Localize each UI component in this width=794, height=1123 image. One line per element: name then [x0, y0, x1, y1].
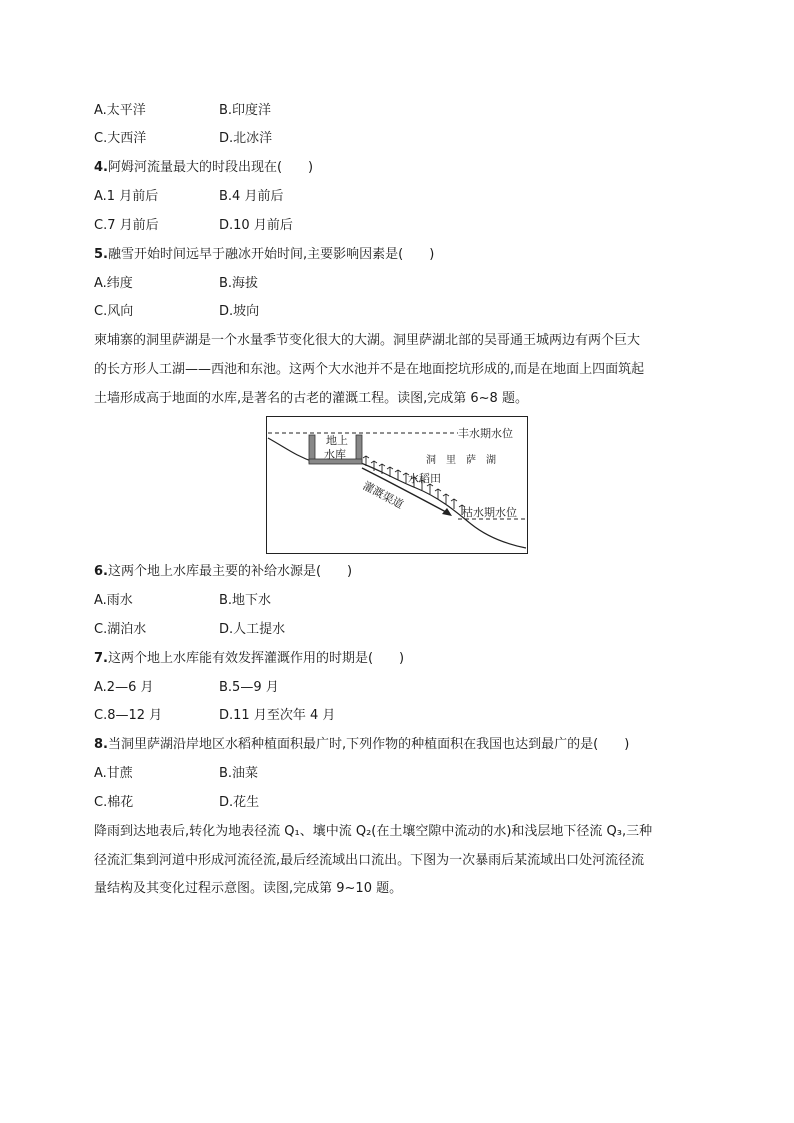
q3-option-a: A.太平洋 — [94, 103, 146, 118]
q3-option-c: C.大西洋 — [94, 131, 147, 146]
canal-label: 灌溉渠道 — [360, 479, 406, 512]
q6-option-b: B.地下水 — [219, 593, 272, 608]
passage2-line-1: 降雨到达地表后,转化为地表径流 Q₁、壤中流 Q₂(在土壤空隙中流动的水)和浅层地下径流 Q₃,三种 — [94, 824, 653, 839]
passage1-line-3: 土墙形成高于地面的水库,是著名的古老的灌溉工程。读图,完成第 6~8 题。 — [94, 391, 528, 406]
lake-label: 洞 里 萨 湖 — [426, 455, 496, 466]
q4-stem — [94, 160, 313, 176]
q8-stem — [94, 737, 629, 753]
q4-text: 阿姆河流量最大的时段出现在( ) — [107, 160, 314, 175]
q8-option-c: C.棉花 — [94, 795, 134, 810]
q4-option-c: C.7 月前后 — [94, 218, 159, 233]
reservoir-diagram — [266, 416, 528, 554]
reservoir-label-2: 水库 — [324, 448, 346, 461]
q7-option-a: A.2—6 月 — [94, 680, 154, 695]
q7-option-c: C.8—12 月 — [94, 708, 163, 723]
q4-number: 4. — [94, 160, 108, 175]
q5-option-d: D.坡向 — [219, 304, 260, 319]
q7-stem — [94, 651, 404, 667]
q6-stem — [94, 564, 352, 580]
q5-number: 5. — [94, 247, 108, 262]
q4-option-d: D.10 月前后 — [219, 218, 293, 233]
low-water-label: 枯水期水位 — [462, 506, 517, 519]
high-water-label: 丰水期水位 — [458, 427, 513, 440]
passage2-line-3: 量结构及其变化过程示意图。读图,完成第 9~10 题。 — [94, 881, 403, 896]
q6-option-a: A.雨水 — [94, 593, 133, 608]
q6-number: 6. — [94, 564, 108, 579]
q7-option-d: D.11 月至次年 4 月 — [219, 708, 336, 723]
q8-option-b: B.油菜 — [219, 766, 259, 781]
passage1-line-1: 柬埔寨的洞里萨湖是一个水量季节变化很大的大湖。洞里萨湖北部的吴哥通王城两边有两个巨大 — [94, 333, 641, 348]
q6-option-c: C.湖泊水 — [94, 622, 147, 637]
q7-option-b: B.5—9 月 — [219, 680, 279, 695]
q6-option-d: D.人工提水 — [219, 622, 286, 637]
passage1-line-2: 的长方形人工湖——西池和东池。这两个大水池并不是在地面挖坑形成的,而是在地面上四面筑起 — [94, 362, 645, 377]
q5-text: 融雪开始时间远早于融冰开始时间,主要影响因素是( ) — [107, 247, 435, 262]
q5-stem — [94, 247, 434, 263]
passage2-line-2: 径流汇集到河道中形成河流径流,最后经流域出口流出。下图为一次暴雨后某流域出口处河流径流 — [94, 853, 645, 868]
q6-text: 这两个地上水库最主要的补给水源是( ) — [107, 564, 353, 579]
q5-option-a: A.纬度 — [94, 276, 133, 291]
reservoir-label-1: 地上 — [326, 434, 348, 447]
q8-number: 8. — [94, 737, 108, 752]
q8-option-d: D.花生 — [219, 795, 260, 810]
q7-text: 这两个地上水库能有效发挥灌溉作用的时期是( ) — [107, 651, 405, 666]
q4-option-b: B.4 月前后 — [219, 189, 284, 204]
q4-option-a: A.1 月前后 — [94, 189, 159, 204]
q5-option-b: B.海拔 — [219, 276, 259, 291]
q8-option-a: A.甘蔗 — [94, 766, 133, 781]
q5-option-c: C.风向 — [94, 304, 134, 319]
q8-text: 当洞里萨湖沿岸地区水稻种植面积最广时,下列作物的种植面积在我国也达到最广的是( ) — [107, 737, 630, 752]
q7-number: 7. — [94, 651, 108, 666]
paddy-label: 水稻田 — [408, 472, 441, 485]
q3-option-d: D.北冰洋 — [219, 131, 273, 146]
q3-option-b: B.印度洋 — [219, 103, 272, 118]
